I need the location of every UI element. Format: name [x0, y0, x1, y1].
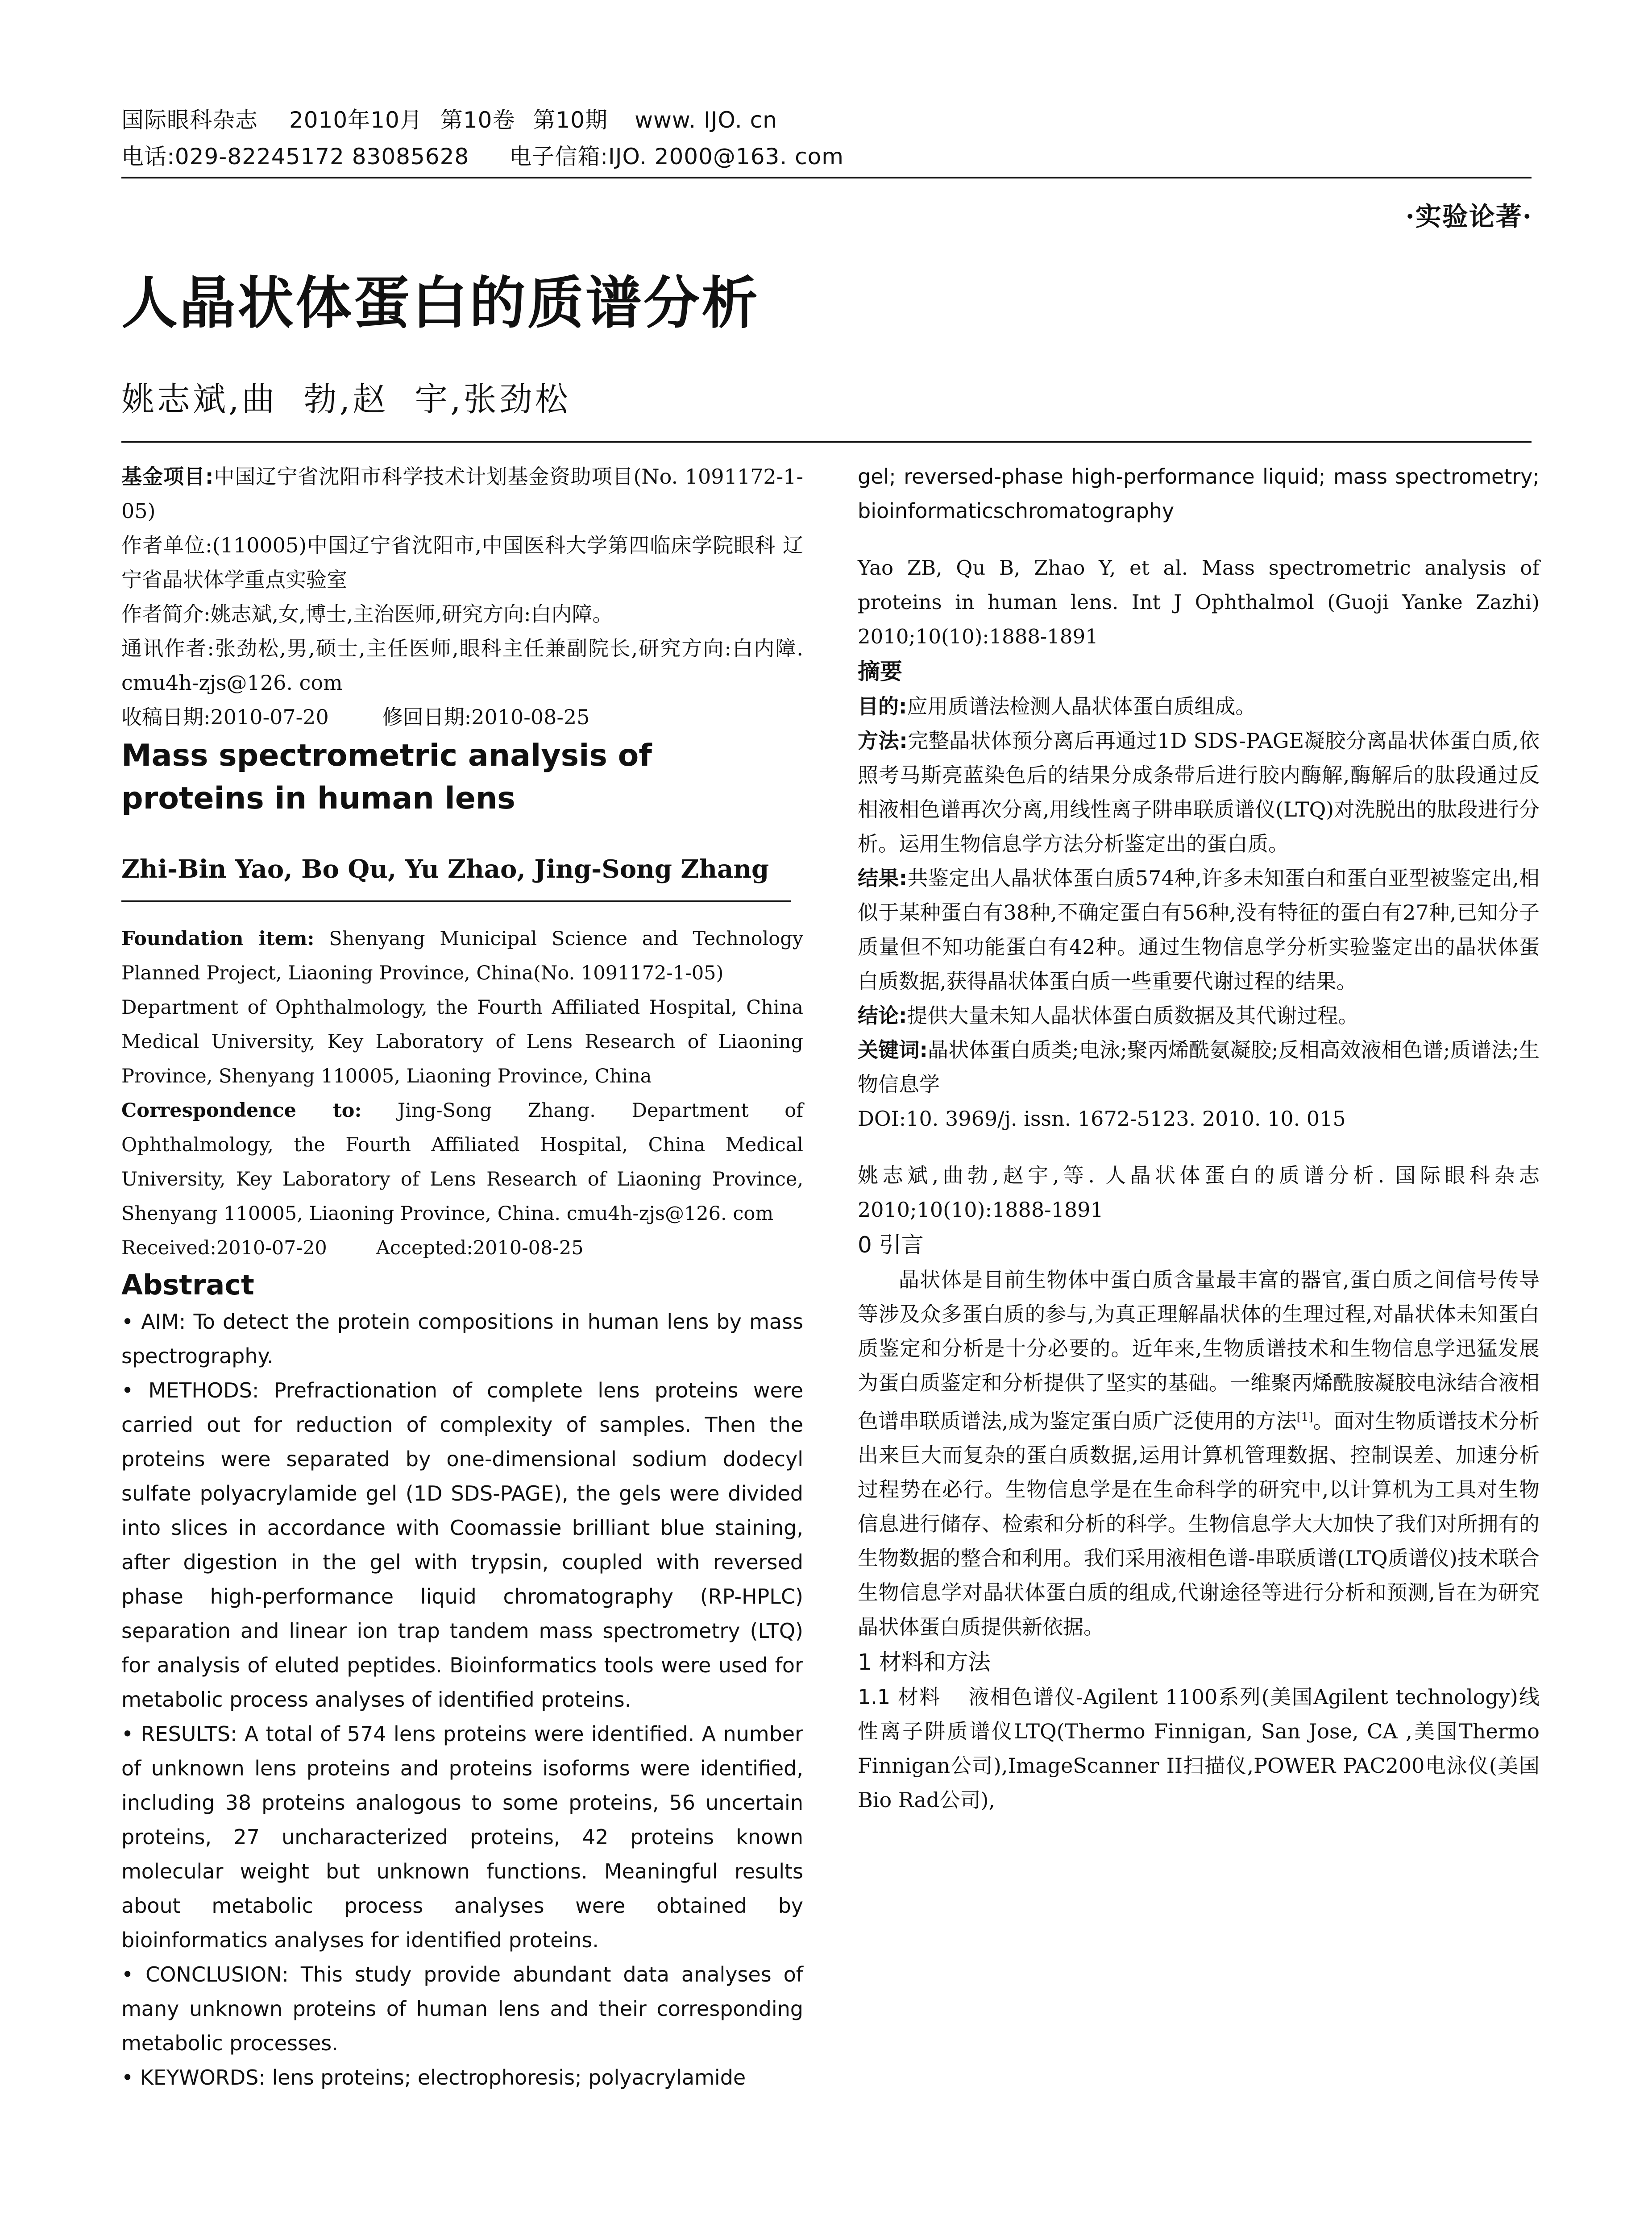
conclusion-cn-text: 提供大量未知人晶状体蛋白质数据及其代谢过程。 — [907, 1004, 1359, 1028]
aim-cn — [858, 689, 1540, 724]
keywords-cn-label: 关键词: — [858, 1038, 928, 1062]
authors-cn: 姚志斌,曲 勃,赵 宇,张劲松 — [121, 380, 571, 419]
methods-cn — [858, 724, 1540, 861]
foundation-cn-label: 基金项目: — [121, 464, 214, 489]
journal-name: 国际眼科杂志 — [121, 107, 258, 133]
corr-en — [121, 1094, 803, 1231]
left-column — [121, 460, 803, 2095]
unit-cn: 作者单位:(110005)中国辽宁省沈阳市,中国医科大学第四临床学院眼科 辽宁省晶状体学重点实验室 — [121, 533, 803, 592]
phone: 电话:029-82245172 83085628 — [121, 144, 469, 170]
materials-paragraph — [858, 1680, 1540, 1817]
foundation-en — [121, 922, 803, 991]
journal-header — [121, 105, 777, 135]
methods-heading: 1 材料和方法 — [858, 1649, 991, 1675]
intro-paragraph — [858, 1263, 1540, 1644]
dates-en — [121, 1231, 803, 1265]
abstract-conclusion: • CONCLUSION: This study provide abundant data analyses of many unknown proteins of human lens and their corresponding metabolic processes. — [121, 1962, 803, 2055]
authors-en: Zhi-Bin Yao, Bo Qu, Yu Zhao, Jing-Song Zhang — [121, 854, 769, 884]
foundation-en-text: Shenyang Municipal Science and Technology Planned Project, Liaoning Province, China(No. 1091172-1-05) — [121, 928, 803, 984]
issue-number: 第10期 — [533, 107, 608, 133]
abstract-aim: • AIM: To detect the protein compositions in human lens by mass spectrography. — [121, 1310, 803, 1368]
received-en: Received:2010-07-20 — [121, 1237, 327, 1259]
aim-cn-label: 目的: — [858, 694, 907, 718]
issue-date: 2010年10月 — [289, 107, 423, 133]
methods-cn-label: 方法: — [858, 729, 908, 753]
revised-cn: 修回日期:2010-08-25 — [382, 705, 590, 729]
results-cn — [858, 861, 1540, 999]
right-column — [858, 460, 1540, 1817]
keywords-cn-text: 晶状体蛋白质类;电泳;聚丙烯酰氨凝胶;反相高效液相色谱;质谱法;生物信息学 — [858, 1038, 1540, 1096]
received-cn: 收稿日期:2010-07-20 — [121, 705, 329, 729]
conclusion-cn — [858, 999, 1540, 1033]
corr-en-label: Correspondence to: — [121, 1099, 362, 1122]
intro-text-1: 晶状体是目前生物体中蛋白质含量最丰富的器官,蛋白质之间信号传导等涉及众多蛋白质的参与,为真正理解晶状体的生理过程,对晶状体未知蛋白质鉴定和分析是十分必要的。近年来,生物质谱技术和生物信息学迅猛发展为蛋白质鉴定和分析提供了坚实的基础。一维聚丙烯酰胺凝胶电泳结合液相色谱串联质谱法,成为鉴定蛋白质广泛使用的方法 — [858, 1268, 1540, 1433]
article-title-cn: 人晶状体蛋白的质谱分析 — [121, 270, 760, 336]
methods-cn-text: 完整晶状体预分离后再通过1D SDS-PAGE凝胶分离晶状体蛋白质,依照考马斯亮蓝染色后的结果分成条带后进行胶内酶解,酶解后的肽段通过反相液相色谱再次分离,用线性离子阱串联质谱仪(LTQ)对洗脱出的肽段进行分析。运用生物信息学方法分析鉴定出的蛋白质。 — [858, 729, 1540, 856]
results-cn-text: 共鉴定出人晶状体蛋白质574种,许多未知蛋白和蛋白亚型被鉴定出,相似于某种蛋白有38种,不确定蛋白有56种,没有特征的蛋白有27种,已知分子质量但不知功能蛋白有42种。通过生物信息学分析实验鉴定出的晶状体蛋白质数据,获得晶状体蛋白质一些重要代谢过程的结果。 — [858, 866, 1540, 993]
header-rule — [121, 177, 1532, 178]
email[interactable]: 电子信箱:IJO. 2000@163. com — [509, 144, 844, 170]
abstract-keywords-cont: gel; reversed-phase high-performance liquid; mass spectrometry; bioinformaticschromatography — [858, 464, 1540, 523]
abstract-results: • RESULTS: A total of 574 lens proteins were identified. A number of unknown lens proteins and proteins isoforms were identified, including 38 proteins analogous to some proteins, 56 uncertain proteins, 27 uncharacterized proteins, 42 proteins known molecular weight but unknown functions. Meaningful results about metabolic process analyses were obtained by bioinformatics analyses for identified proteins. — [121, 1722, 803, 1952]
results-cn-label: 结果: — [858, 866, 908, 890]
accepted-en: Accepted:2010-08-25 — [376, 1237, 584, 1259]
intro-heading: 0 引言 — [858, 1232, 924, 1258]
dept-en: Department of Ophthalmology, the Fourth Affiliated Hospital, China Medical University, Key Laboratory of Lens Research of Liaoning Province, Shenyang 110005, Liaoning Province, China — [121, 996, 803, 1087]
title-rule — [121, 441, 1532, 443]
citation-cn: 姚志斌,曲勃,赵宇,等. 人晶状体蛋白的质谱分析. 国际眼科杂志 2010;10(10):1888-1891 — [858, 1163, 1540, 1222]
doi: DOI:10. 3969/j. issn. 1672-5123. 2010. 10. 015 — [858, 1107, 1346, 1131]
bio-cn: 作者简介:姚志斌,女,博士,主治医师,研究方向:白内障。 — [121, 602, 613, 626]
foundation-cn-text: 中国辽宁省沈阳市科学技术计划基金资助项目(No. 1091172-1-05) — [121, 464, 803, 523]
citation-en: Yao ZB, Qu B, Zhao Y, et al. Mass spectrometric analysis of proteins in human lens. Int J Ophthalmol (Guoji Yanke Zazhi) 2010;10(10):1888-1891 — [858, 556, 1540, 648]
intro-text-2: 。面对生物质谱技术分析出来巨大而复杂的蛋白质数据,运用计算机管理数据、控制误差、加速分析过程势在必行。生物信息学是在生命科学的研究中,以计算机为工具对生物信息进行储存、检索和分析的科学。生物信息学大大加快了我们对所拥有的生物数据的整合和利用。我们采用液相色谱-串联质谱(LTQ质谱仪)技术联合生物信息学对晶状体蛋白质的组成,代谢途径等进行分析和预测,旨在为研究晶状体蛋白质提供新依据。 — [858, 1409, 1540, 1639]
volume: 第10卷 — [440, 107, 515, 133]
foundation-en-label: Foundation item: — [121, 928, 315, 950]
website[interactable]: www. IJO. cn — [635, 107, 777, 133]
section-tag: ·实验论著· — [1405, 201, 1532, 232]
keywords-cn — [858, 1033, 1540, 1102]
intro-reference: [1] — [1296, 1410, 1313, 1424]
abstract-heading: Abstract — [121, 1269, 254, 1301]
abstract-cn-heading: 摘要 — [858, 659, 902, 684]
contact-header — [121, 142, 844, 171]
aim-cn-text: 应用质谱法检测人晶状体蛋白质组成。 — [907, 694, 1256, 718]
authors-en-rule — [121, 900, 791, 902]
conclusion-cn-label: 结论: — [858, 1004, 907, 1028]
abstract-keywords: • KEYWORDS: lens proteins; electrophoresis; polyacrylamide — [121, 2065, 746, 2090]
materials-label: 1.1 材料 — [858, 1685, 941, 1709]
foundation-cn — [121, 460, 803, 528]
materials-text: 液相色谱仪-Agilent 1100系列(美国Agilent technology)线性离子阱质谱仪LTQ(Thermo Finnigan, San Jose, CA ,美国Thermo Finnigan公司),ImageScanner II扫描仪,POWER PAC200电泳仪(美国Bio Rad公司), — [858, 1685, 1540, 1812]
corr-cn: 通讯作者:张劲松,男,硕士,主任医师,眼科主任兼副院长,研究方向:白内障. cmu4h-zjs@126. com — [121, 636, 803, 695]
abstract-methods: • METHODS: Prefractionation of complete lens proteins were carried out for reduction of complexity of samples. Then the proteins were separated by one-dimensional sodium dodecyl sulfate polyacrylamide gel (1D SDS-PAGE), the gels were divided into slices in accordance with Coomassie brilliant blue staining, after digestion in the gel with trypsin, coupled with reversed phase high-performance liquid chromatography (RP-HPLC) separation and linear ion trap tandem mass spectrometry (LTQ) for analysis of eluted peptides. Bioinformatics tools were used for metabolic process analyses of identified proteins. — [121, 1378, 803, 1712]
dates-cn — [121, 700, 803, 734]
article-title-en: Mass spectrometric analysis of proteins in human lens — [121, 738, 652, 816]
corr-en-text: Jing-Song Zhang. Department of Ophthalmology, the Fourth Affiliated Hospital, China Medical University, Key Laboratory of Lens Research of Liaoning Province, Shenyang 110005, Liaoning Province, China. cmu4h-zjs@126. com — [121, 1099, 803, 1225]
